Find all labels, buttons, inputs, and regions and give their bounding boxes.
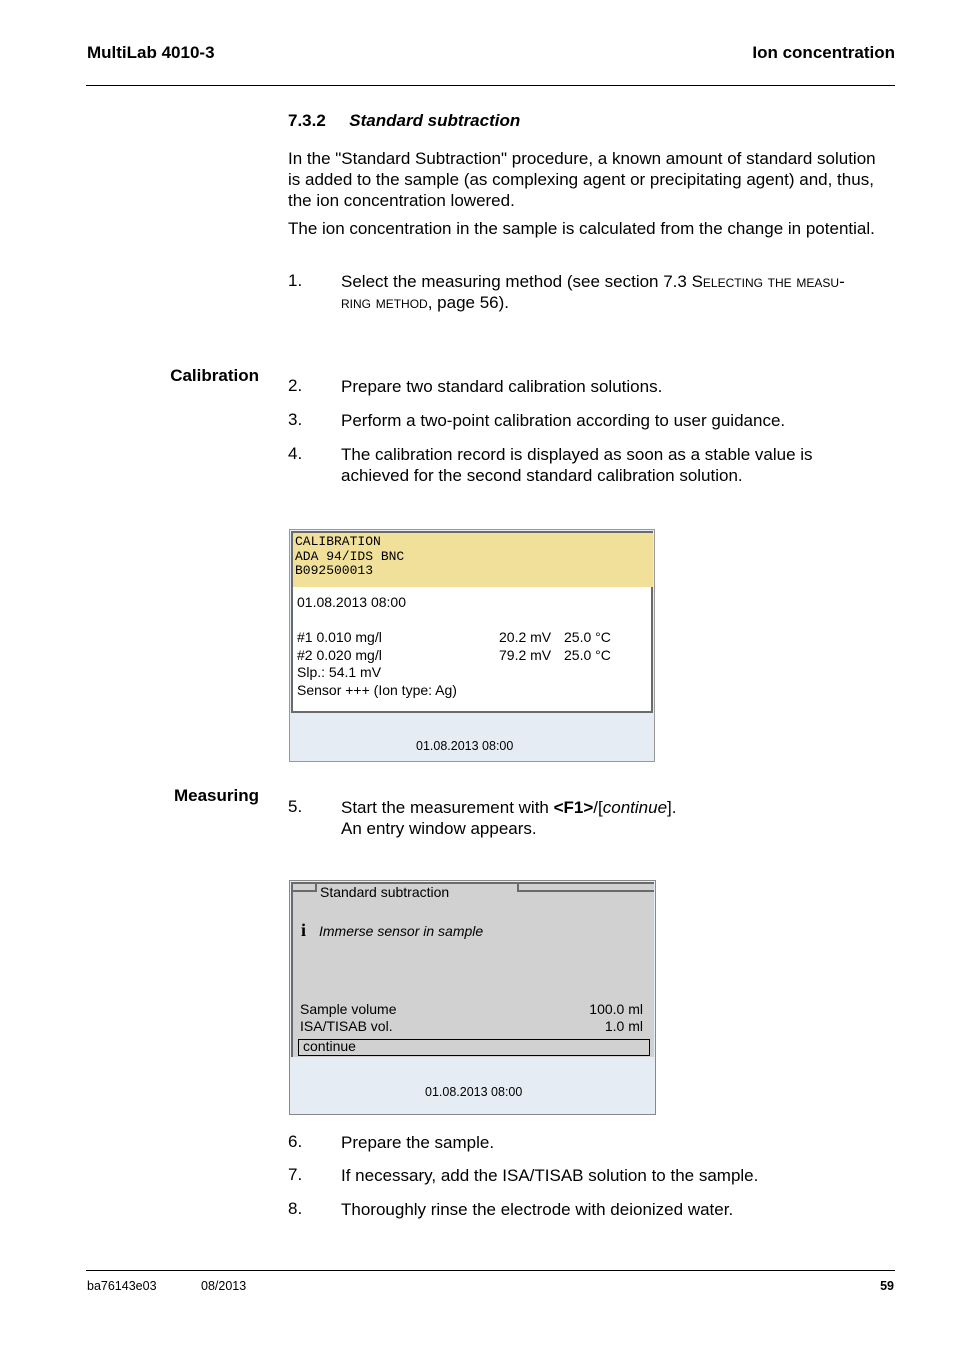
side-label-calibration: Calibration (170, 366, 259, 385)
step-4-text (341, 444, 896, 486)
isa-tisab-label: ISA/TISAB vol. (300, 1018, 393, 1034)
step-4-line: achieved for the second standard calibration solution. (341, 466, 743, 485)
intro-line: is added to the sample (as complexing agent or precipitating agent) and, thus, (288, 170, 874, 189)
entry-window-screen (289, 880, 656, 1115)
header-rule (86, 85, 895, 86)
record-row-temp: 25.0 °C (564, 629, 611, 645)
entry-window (291, 882, 654, 1057)
cross-ref-link[interactable]: Selecting the measu- (691, 272, 845, 291)
step-5-text-b: /[ (593, 798, 603, 817)
record-header-line: CALIBRATION (295, 534, 381, 549)
step-number: 3. (288, 410, 303, 429)
continue-button[interactable] (298, 1039, 650, 1056)
page-number: 59 (880, 1279, 894, 1293)
step-number: 5. (288, 797, 303, 816)
step-number: 2. (288, 376, 303, 395)
step-7-text: If necessary, add the ISA/TISAB solution to the sample. (341, 1166, 759, 1185)
window-tab-title: Standard subtraction (320, 884, 450, 900)
status-bar-date: 01.08.2013 08:00 (416, 739, 514, 753)
section-title: Standard subtraction (349, 111, 521, 130)
step-5-text (341, 797, 896, 839)
step-number: 4. (288, 444, 303, 463)
continue-softkey-ref: continue (602, 798, 668, 817)
isa-tisab-value[interactable]: 1.0 ml (604, 1018, 643, 1034)
tab-edge-left (315, 884, 317, 892)
record-panel (291, 531, 653, 713)
chapter-title: Ion concentration (752, 43, 895, 62)
step-number: 1. (288, 271, 303, 290)
calibration-record-screen (289, 529, 655, 762)
intro-line: the ion concentration lowered. (288, 191, 515, 210)
step-1-text (341, 271, 896, 313)
continue-button-label: continue (303, 1038, 356, 1054)
step-5-text-a: Start the measurement with (341, 798, 554, 817)
step-6-text: Prepare the sample. (341, 1133, 495, 1152)
f1-key: <F1> (553, 798, 594, 817)
section-heading (288, 111, 520, 131)
step-5-line2: An entry window appears. (341, 819, 537, 838)
record-datetime: 01.08.2013 08:00 (297, 594, 406, 610)
intro-paragraph (288, 148, 876, 211)
step-8-text: Thoroughly rinse the electrode with deionized water. (341, 1200, 734, 1219)
record-row-temp: 25.0 °C (564, 647, 611, 663)
record-row-label: #1 0.010 mg/l (297, 629, 382, 645)
record-sensor: Sensor +++ (Ion type: Ag) (297, 682, 457, 698)
cross-ref-link-cont[interactable]: ring method (341, 293, 428, 312)
record-slope: Slp.: 54.1 mV (297, 664, 382, 680)
tab-line-left (293, 890, 315, 892)
info-icon: i (301, 920, 307, 940)
step-1-text-a: Select the measuring method (see section 7.3 (341, 272, 692, 291)
tab-line-right (517, 890, 654, 892)
record-header-line: B092500013 (295, 563, 374, 578)
intro-paragraph-2: The ion concentration in the sample is calculated from the change in potential. (288, 219, 875, 238)
step-number: 6. (288, 1132, 303, 1151)
status-bar-date: 01.08.2013 08:00 (425, 1085, 523, 1099)
step-1-text-b: , page 56). (427, 293, 510, 312)
sample-volume-label: Sample volume (300, 1001, 397, 1017)
doc-date: 08/2013 (201, 1279, 247, 1293)
step-number: 8. (288, 1199, 303, 1218)
step-5-text-c: ]. (667, 798, 677, 817)
record-row-mv: 79.2 mV (499, 647, 552, 663)
info-message: Immerse sensor in sample (319, 923, 484, 939)
intro-line: In the "Standard Subtraction" procedure, a known amount of standard solution (288, 149, 876, 168)
step-2-text: Prepare two standard calibration solutions. (341, 377, 663, 396)
record-header-line: ADA 94/IDS BNC (295, 548, 405, 564)
doc-number: ba76143e03 (87, 1279, 157, 1293)
record-row-label: #2 0.020 mg/l (297, 647, 382, 663)
record-row-mv: 20.2 mV (499, 629, 552, 645)
record-header (293, 533, 653, 587)
section-number: 7.3.2 (288, 111, 326, 130)
step-number: 7. (288, 1165, 303, 1184)
footer-rule (86, 1270, 895, 1271)
sample-volume-value[interactable]: 100.0 ml (589, 1001, 643, 1017)
step-3-text: Perform a two-point calibration according to user guidance. (341, 411, 786, 430)
doc-title: MultiLab 4010-3 (87, 43, 215, 62)
step-4-line: The calibration record is displayed as soon as a stable value is (341, 445, 813, 464)
side-label-measuring: Measuring (173, 786, 259, 805)
